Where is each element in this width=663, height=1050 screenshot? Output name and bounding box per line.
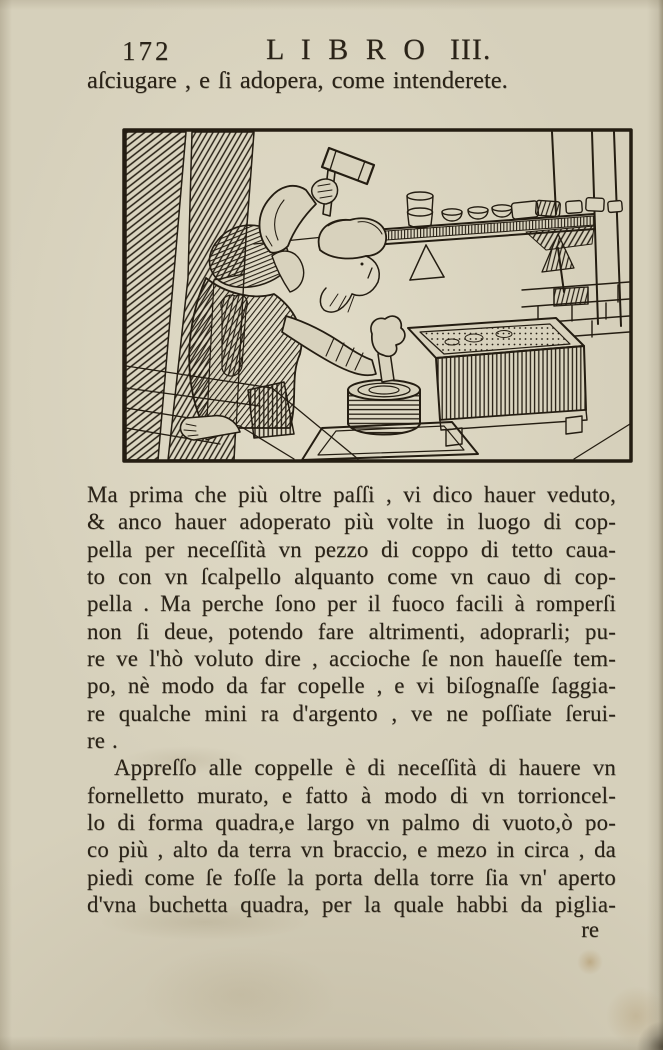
- running-title-numeral: III.: [449, 33, 492, 66]
- woodcut-illustration: [122, 128, 633, 464]
- text-line: re ve l'hò voluto dire , accioche ſe non haueſſe tem-: [87, 646, 616, 672]
- text-line: pella per neceſſità vn pezzo di coppo di tetto caua-: [87, 536, 616, 562]
- text-line: re qualche mini ra d'argento , ve ne poſſiate ſerui-: [87, 700, 616, 726]
- text-line: lo di forma quadra,e largo vn palmo di vuoto,ò po-: [87, 810, 616, 836]
- woodcut-cupel-mold: [348, 380, 420, 435]
- text-line: fornelletto murato, e fatto à modo di vn torrioncel-: [87, 782, 616, 808]
- text-line: aſciugare , e ſi adopera, come intenderete.: [87, 67, 508, 94]
- text-line: po, nè modo da far copelle , e vi biſognaſſe ſaggia-: [87, 673, 616, 699]
- text-line: d'vna buchetta quadra, per la quale habbi da piglia-: [87, 892, 616, 918]
- running-title: [266, 33, 491, 67]
- catchword: re: [581, 917, 599, 942]
- running-title-word: L I B R O: [266, 33, 430, 66]
- text-line: & anco hauer adoperato più volte in luogo di cop-: [87, 509, 616, 535]
- text-line: re .: [87, 728, 118, 754]
- woodcut-table: [372, 214, 595, 280]
- text-line: co più , alto da terra vn braccio, e mezo in circa , da: [87, 837, 616, 863]
- text-line: to con vn ſcalpello alquanto come vn cauo di cop-: [87, 564, 616, 590]
- woodcut-svg: [122, 128, 633, 464]
- page-number: 172: [122, 36, 172, 66]
- text-line: non ſi deue, potendo fare altrimenti, adoprarli; pu-: [87, 618, 616, 644]
- text-line: piedi come ſe foſſe la porta della torre ſia vn' aperto: [87, 864, 616, 890]
- body-text: [87, 481, 616, 919]
- text-line: Appreſſo alle coppelle è di neceſſità di hauere vn: [114, 755, 616, 781]
- text-line: Ma prima che più oltre paſſi , vi dico hauer veduto,: [87, 482, 616, 507]
- text-line: pella . Ma perche ſono per il fuoco facili à romperſi: [87, 591, 616, 617]
